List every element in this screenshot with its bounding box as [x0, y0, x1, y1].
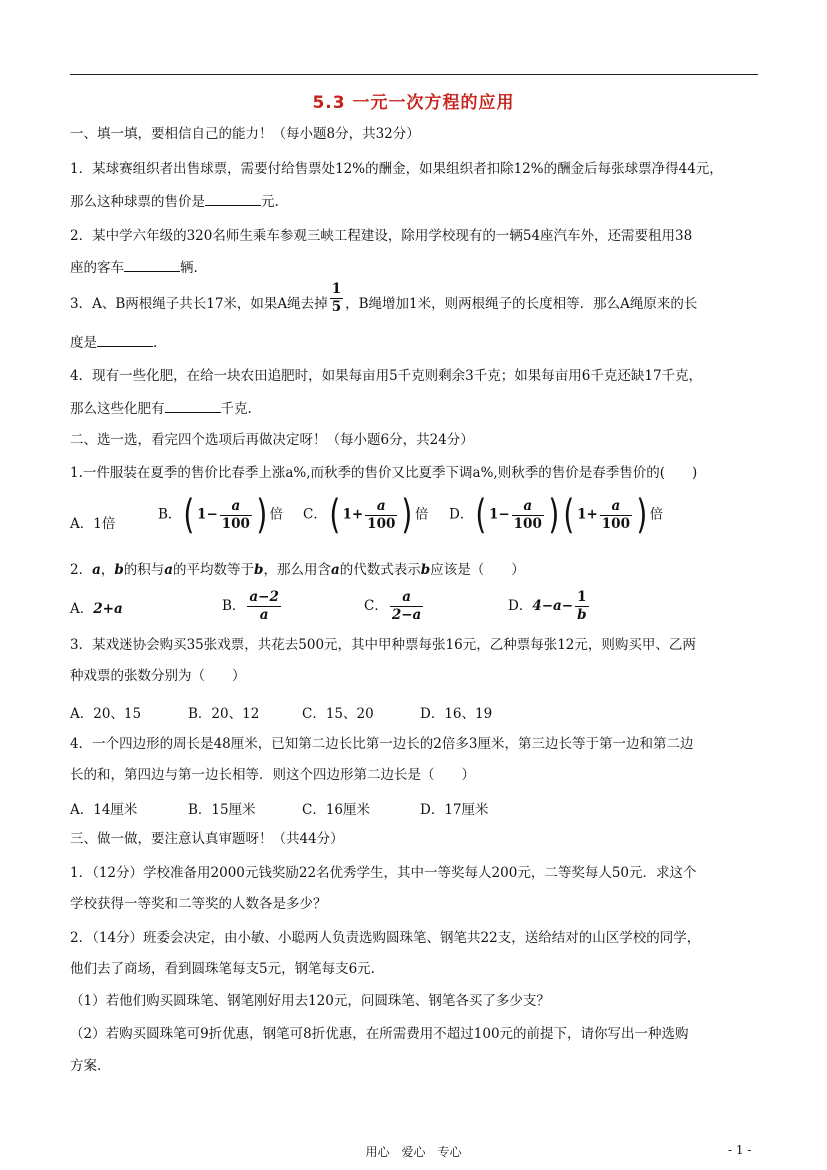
section1-heading: 一、填一填，要相信自己的能力！（每小题8分，共32分） [70, 126, 420, 142]
s3-q2-part2-cont: 方案. [70, 1058, 102, 1074]
page-footer: 用心 爱心 专心 [365, 1145, 462, 1159]
s3-q1-line2: 学校获得一等奖和二等奖的人数各是多少？ [70, 896, 327, 912]
s3-q2-part2: （2）若购买圆珠笔可9折优惠，钢笔可8折优惠，在所需费用不超过100元的前提下，请你写出一种选购 [70, 1026, 689, 1042]
fraction-one-fifth: $\frac{1}{5}$ [331, 281, 342, 315]
s2-q3-option-b: B．20、12 [188, 706, 260, 722]
s2-q4-option-b: B．15厘米 [188, 802, 256, 818]
s3-q1-line1: 1．（12分）学校准备用2000元钱奖励22名优秀学生，其中一等奖每人200元，二等奖每人50元．求这个 [70, 865, 697, 881]
s2-q2-option-a: A．2+a [70, 601, 123, 617]
answer-blank[interactable] [165, 398, 221, 413]
s2-q3-line2: 种戏票的张数分别为（ ） [70, 668, 246, 684]
s2-q3-line1: 3．某戏迷协会购买35张戏票，共花去500元，其中甲种票每张16元，乙种票每张12元，则购买甲、乙两 [70, 637, 696, 653]
s2-q3-option-c: C．15、20 [302, 706, 374, 722]
s1-q4-line1: 4．现有一些化肥，在给一块农田追肥时，如果每亩用5千克则剩余3千克；如果每亩用6千克还缺17千克， [70, 368, 703, 384]
s2-q2-stem: 2．a，b的积与a的平均数等于b，那么用含a的代数式表示b应该是（ ） [70, 562, 525, 578]
s2-q1-option-c: C．( 1+ $\frac{a}{100}$ ) 倍 [303, 492, 429, 538]
page-number: - 1 - [728, 1143, 752, 1157]
s2-q4-option-c: C．16厘米 [302, 802, 371, 818]
section3-heading: 三、做一做，要注意认真审题呀！（共44分） [70, 831, 344, 847]
s2-q4-option-a: A．14厘米 [70, 802, 138, 818]
page-title: 5.3 一元一次方程的应用 [312, 93, 515, 113]
header-rule [70, 74, 758, 75]
s1-q4-line2: 那么这些化肥有 千克. [70, 398, 252, 418]
s2-q4-option-d: D．17厘米 [420, 802, 489, 818]
s1-q1-line2: 那么这种球票的售价是 元. [70, 191, 279, 211]
s3-q2-line2: 他们去了商场，看到圆珠笔每支5元，钢笔每支6元. [70, 961, 375, 977]
s2-q1-option-a: A．1倍 [70, 516, 116, 532]
fraction-a-over-100: $\frac{a}{100}$ [367, 497, 396, 532]
s2-q1-option-d: D．( 1− $\frac{a}{100}$ ) ( 1+ $\frac{a}{100}$ ) 倍 [449, 492, 664, 538]
s1-q2-line1: 2．某中学六年级的320名师生乘车参观三峡工程建设，除用学校现有的一辆54座汽车外，还需要租用38 [70, 228, 693, 244]
s2-q3-option-a: A．20、15 [70, 706, 142, 722]
s2-q2-option-d: D．4−a− $\frac{1}{b}$ [508, 589, 587, 623]
s2-q2-option-c: C． $\frac{a}{2-a}$ [364, 589, 422, 623]
s1-q3-line2: 度是 . [70, 332, 157, 352]
s1-q2-line2: 座的客车 辆. [70, 257, 198, 277]
answer-blank[interactable] [205, 191, 261, 206]
s3-q2-line1: 2．（14分）班委会决定，由小敏、小聪两人负责选购圆珠笔、钢笔共22支，送给结对的山区学校的同学， [70, 930, 701, 946]
s2-q4-line1: 4．一个四边形的周长是48厘米，已知第二边长比第一边长的2倍多3厘米，第三边长等于第一边和第二边 [70, 736, 694, 752]
s2-q2-option-b: B． $\frac{a-2}{a}$ [222, 589, 279, 623]
s2-q1-stem: 1.一件服装在夏季的售价比春季上涨a%,而秋季的售价又比夏季下调a%,则秋季的售价是春季售价的( ) [70, 465, 698, 481]
answer-blank[interactable] [97, 332, 153, 347]
s2-q1-option-b: B．( 1− $\frac{a}{100}$ ) 倍 [158, 492, 284, 538]
fraction-a-over-100: $\frac{a}{100}$ [221, 497, 250, 532]
s1-q3-line1: 3．A、B两根绳子共长17米，如果A绳去掉 $\frac{1}{5}$ ，B绳增加1米，则两根绳子的长度相等．那么A绳原来的长 [70, 281, 698, 315]
answer-blank[interactable] [124, 257, 180, 272]
s2-q3-option-d: D．16、19 [420, 706, 493, 722]
s3-q2-part1: （1）若他们购买圆珠笔、钢笔刚好用去120元，问圆珠笔、钢笔各买了多少支？ [70, 993, 550, 1009]
s1-q1-line1: 1．某球赛组织者出售球票，需要付给售票处12%的酬金，如果组织者扣除12%的酬金后每张球票净得44元， [70, 161, 723, 177]
section2-heading: 二、选一选，看完四个选项后再做决定呀！（每小题6分，共24分） [70, 432, 474, 448]
s2-q4-line2: 长的和，第四边与第一边长相等．则这个四边形第二边长是（ ） [70, 767, 475, 783]
